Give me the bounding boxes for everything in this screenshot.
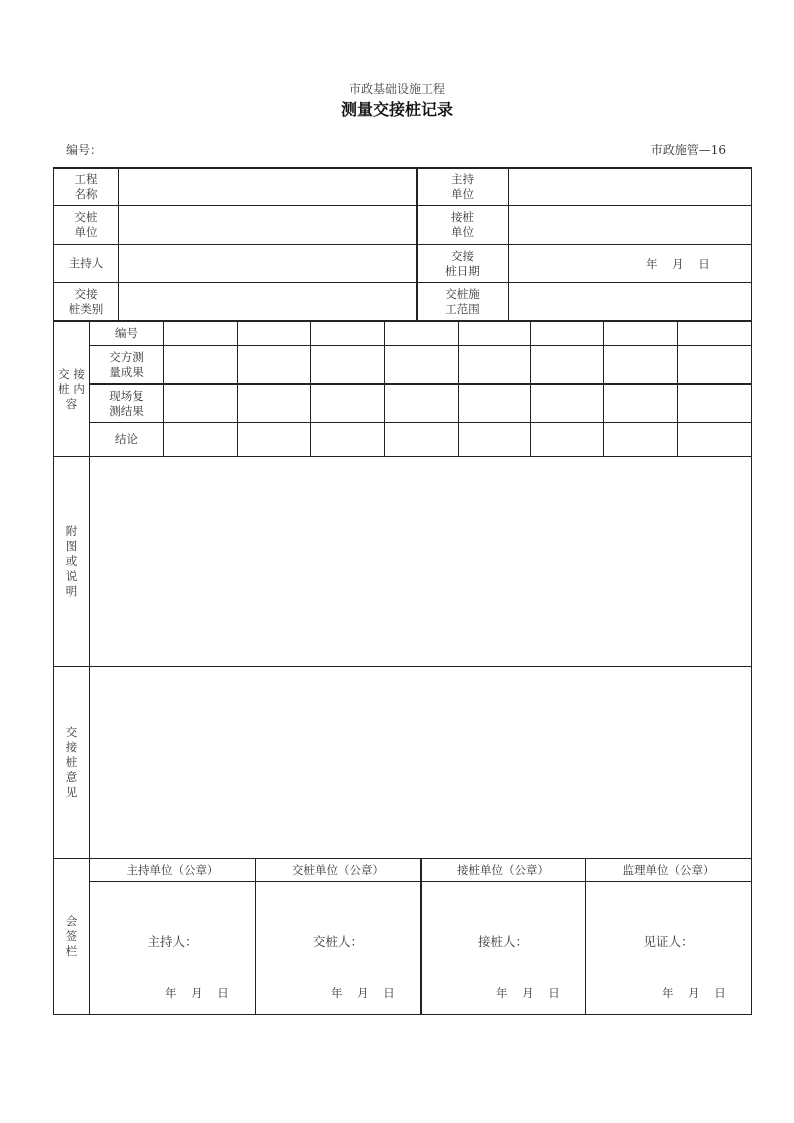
opinion-area[interactable]: [90, 667, 751, 858]
handover-range-label: 交桩施 工范围: [445, 286, 480, 316]
row-recheck-result-label: 现场复 测结果: [109, 388, 144, 418]
receiving-unit-seal-header: 接桩单位（公章）: [457, 862, 549, 877]
host-unit-seal-header: 主持单位（公章）: [126, 862, 219, 877]
witness-sign-date[interactable]: 年 月 日: [662, 986, 726, 1000]
handover-unit-label: 交桩 单位: [74, 210, 98, 239]
handover-unit-seal-header: 交桩单位（公章）: [292, 862, 384, 877]
handover-person-signature[interactable]: 交桩人：: [312, 933, 363, 949]
receiving-person-signature[interactable]: 接桩人：: [477, 933, 528, 949]
serial-number-label: 编号：: [66, 143, 103, 157]
form-subtitle: 市政基础设施工程: [348, 82, 445, 96]
row-number-label: 编号: [115, 326, 138, 340]
form-title: 测量交接桩记录: [340, 100, 453, 119]
host-unit-label: 主持 单位: [451, 171, 474, 201]
host-person-label: 主持人: [68, 256, 104, 270]
project-name-label: 工程 名称: [74, 171, 98, 201]
signature-label: 会 签 栏: [65, 914, 78, 958]
handover-type-label: 交接 桩类别: [68, 286, 104, 316]
host-person-value[interactable]: [119, 245, 416, 282]
form-code: 市政施管—16: [650, 143, 726, 157]
receiving-unit-label: 接桩 单位: [451, 210, 474, 239]
host-sign-date[interactable]: 年 月 日: [165, 986, 229, 1000]
supervision-unit-seal-header: 监理单位（公章）: [622, 862, 715, 877]
receiving-sign-date[interactable]: 年 月 日: [496, 986, 560, 1000]
handover-date-value[interactable]: 年 月 日: [646, 257, 710, 271]
opinion-label: 交 接 桩 意 见: [65, 725, 78, 799]
host-person-signature[interactable]: 主持人：: [147, 933, 198, 949]
handover-date-label: 交接 桩日期: [445, 248, 480, 278]
witness-signature[interactable]: 见证人：: [643, 933, 694, 949]
host-unit-value[interactable]: [509, 168, 751, 205]
row-survey-result-label: 交方测 量成果: [109, 349, 144, 379]
handover-range-value[interactable]: [509, 283, 751, 320]
receiving-unit-value[interactable]: [509, 206, 751, 244]
handover-type-value[interactable]: [119, 283, 416, 320]
handover-sign-date[interactable]: 年 月 日: [331, 986, 395, 1000]
project-name-value[interactable]: [119, 168, 416, 205]
handover-content-label: 交 接 桩 内 容: [58, 366, 85, 411]
attachment-label: 附 图 或 说 明: [65, 524, 78, 598]
handover-unit-value[interactable]: [119, 206, 416, 244]
attachment-area[interactable]: [90, 457, 751, 666]
row-conclusion-label: 结论: [115, 432, 138, 446]
